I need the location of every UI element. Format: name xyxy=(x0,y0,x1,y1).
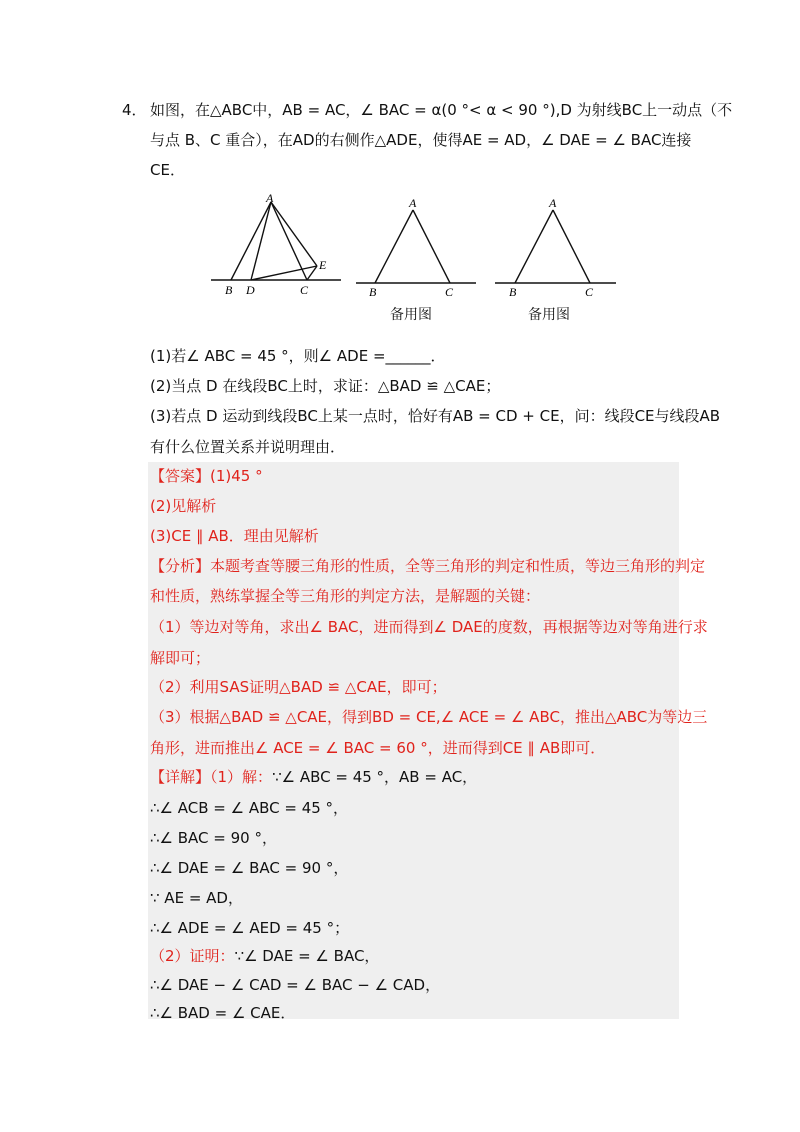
figure-spare-1 xyxy=(350,190,480,300)
fig1-label-d: D xyxy=(246,283,255,297)
answer-3-head: (3)CE ∥ AB xyxy=(150,527,229,545)
analysis-s1b: 解即可； xyxy=(150,649,211,667)
question-3-line-2: 有什么位置关系并说明理由． xyxy=(150,438,346,456)
fig2-label-c: C xyxy=(445,285,454,299)
answer-3-tail: ．理由见解析 xyxy=(228,527,319,545)
detail-step-8: ∴∠ DAE − ∠ CAD = ∠ BAC − ∠ CAD， xyxy=(150,976,441,994)
figure-spare-2 xyxy=(490,190,620,300)
detail-part-1-label: （1）解： xyxy=(210,768,273,786)
question-3-line-1: (3)若点 D 运动到线段BC上某一点时，恰好有AB = CD + CE，问：线段CE与线段AB xyxy=(150,407,721,425)
problem-number: 4． xyxy=(122,101,147,119)
problem-line-2: 与点 B、C 重合），在AD的右侧作△ADE，使得AE = AD，∠ DAE = ∠ BAC连接 xyxy=(150,131,692,149)
fig2-label-b: B xyxy=(369,285,377,299)
detail-step-3: ∴∠ BAC = 90 °， xyxy=(150,829,277,847)
answer-line-1 xyxy=(150,466,682,486)
fig3-label-c: C xyxy=(585,285,594,299)
detail-step-2: ∴∠ ACB = ∠ ABC = 45 °， xyxy=(150,799,349,817)
answer-2: (2)见解析 xyxy=(150,497,217,515)
detail-line-1 xyxy=(150,767,682,787)
fig1-label-e: E xyxy=(319,258,327,272)
analysis-line-1 xyxy=(150,556,706,576)
detail-step-7: ∵∠ DAE = ∠ BAC， xyxy=(234,947,380,965)
answer-line-3 xyxy=(150,526,682,546)
detail-step-6: ∴∠ ADE = ∠ AED = 45 °； xyxy=(150,919,350,937)
detail-step-5: ∵ AE = AD， xyxy=(150,889,243,907)
fig2-label-a: A xyxy=(409,196,417,210)
fig3-label-b: B xyxy=(509,285,517,299)
detail-step-1: ∵∠ ABC = 45 °，AB = AC， xyxy=(272,768,478,786)
fig3-label-a: A xyxy=(549,196,557,210)
analysis-p1: 本题考查等腰三角形的性质，全等三角形的判定和性质，等边三角形的判定 xyxy=(210,557,706,575)
detail-line-7 xyxy=(150,946,682,966)
figure-spare-2-caption: 备用图 xyxy=(528,307,570,323)
problem-line-1: 如图，在△ABC中，AB = AC，∠ BAC = α(0 °< α < 90 °),D 为射线BC上一动点（不 xyxy=(150,101,733,119)
analysis-s2: （2）利用SAS证明△BAD ≌ △CAE，即可； xyxy=(150,678,447,696)
fig1-label-a: A xyxy=(266,191,274,205)
answer-1: (1)45 ° xyxy=(210,467,263,485)
detail-tag: 【详解】 xyxy=(150,768,211,786)
fig1-label-c: C xyxy=(300,283,309,297)
problem-line-3: CE． xyxy=(150,161,185,179)
detail-step-9: ∴∠ BAD = ∠ CAE． xyxy=(150,1004,296,1022)
figure-spare-1-caption: 备用图 xyxy=(390,307,432,323)
analysis-tag: 【分析】 xyxy=(150,557,211,575)
analysis-s3a: （3）根据△BAD ≌ △CAE，得到BD = CE,∠ ACE = ∠ ABC，推出△ABC为等边三 xyxy=(150,708,708,726)
analysis-s3b: 角形，进而推出∠ ACE = ∠ BAC = 60 °，进而得到CE ∥ AB即可． xyxy=(150,739,606,757)
analysis-s1a: （1）等边对等角，求出∠ BAC，进而得到∠ DAE的度数，再根据等边对等角进行求 xyxy=(150,618,708,636)
answer-tag: 【答案】 xyxy=(150,467,211,485)
analysis-p2: 和性质，熟练掌握全等三角形的判定方法，是解题的关键： xyxy=(150,587,541,605)
question-1: (1)若∠ ABC = 45 °，则∠ ADE =______． xyxy=(150,347,446,365)
detail-part-2-label: （2）证明： xyxy=(150,947,235,965)
detail-step-4: ∴∠ DAE = ∠ BAC = 90 °， xyxy=(150,859,349,877)
figure-main xyxy=(205,190,345,300)
fig1-label-b: B xyxy=(225,283,233,297)
question-2: (2)当点 D 在线段BC上时，求证：△BAD ≌ △CAE； xyxy=(150,377,501,395)
